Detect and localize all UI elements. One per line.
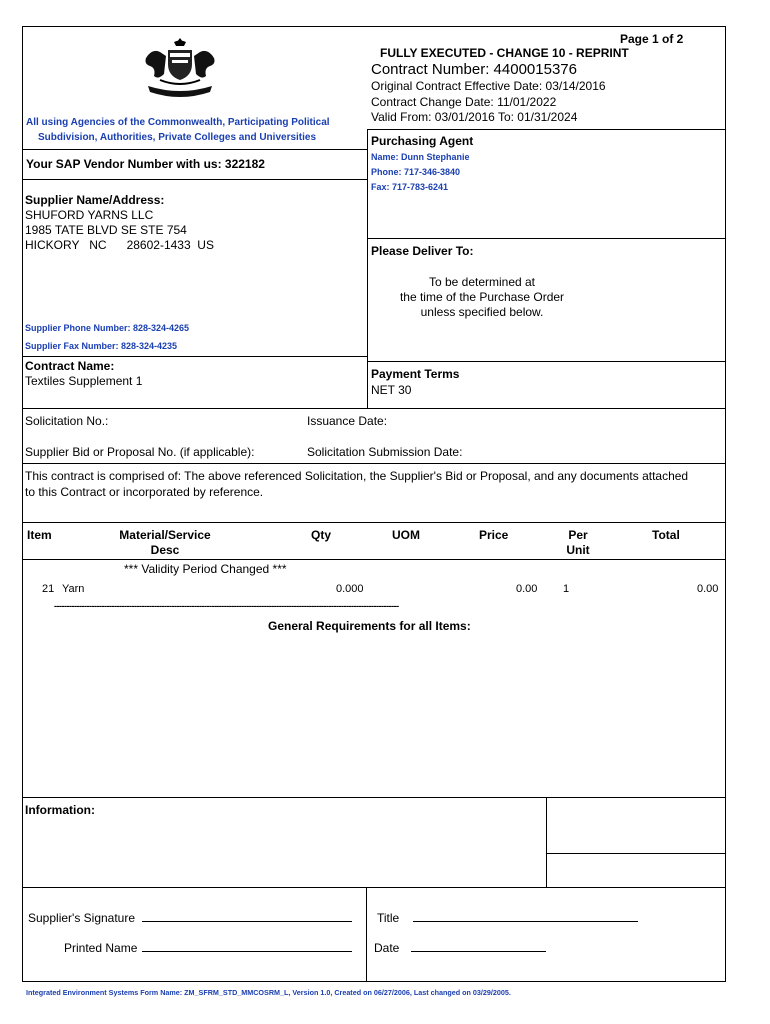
page-indicator: Page 1 of 2 [620,32,684,46]
row-item-number: 21 [42,583,55,595]
payment-terms-heading: Payment Terms [371,367,460,381]
col-material-1: Material/Service [119,528,211,542]
payment-top-rule [367,361,726,362]
frame-left [22,26,23,982]
comprised-top-rule [22,463,726,464]
frame-right [725,26,726,982]
supplier-address-1: 1985 TATE BLVD SE STE 754 [25,223,187,237]
contract-number: Contract Number: 4400015376 [371,61,577,78]
contract-name-value: Textiles Supplement 1 [25,374,143,388]
deliver-line-2: the time of the Purchase Order [399,290,565,304]
supplier-heading: Supplier Name/Address: [25,193,165,207]
deliver-heading: Please Deliver To: [371,244,474,258]
solicitation-number: Solicitation No.: [25,414,109,428]
original-effective-date: Original Contract Effective Date: 03/14/2016 [371,79,606,93]
supplier-fax: Supplier Fax Number: 828-324-4235 [25,341,178,351]
supplier-bid-number: Supplier Bid or Proposal No. (if applicable): [25,445,255,459]
agent-phone: Phone: 717-346-3840 [371,167,461,177]
supplier-signature-label: Supplier's Signature [28,911,136,925]
general-requirements: General Requirements for all Items: [268,619,471,633]
col-item: Item [27,528,52,542]
contract-name-top-rule [22,356,367,357]
col-price: Price [479,528,509,542]
comprised-line-1: This contract is comprised of: The above referenced Solicitation, the Supplier's Bid or Proposal, and any documents attached [25,469,689,483]
title-field[interactable] [413,911,638,922]
supplier-address-2: HICKORY NC 28602-1433 US [25,238,214,252]
items-divider: ------------------------------------------------------------------------------------------------------------------------------------------ [54,601,399,611]
issuance-date: Issuance Date: [307,414,388,428]
frame-bottom [22,981,726,982]
payment-terms-value: NET 30 [371,383,412,397]
deliver-line-1: To be determined at [428,275,536,289]
col-qty: Qty [311,528,332,542]
col-total: Total [652,528,680,542]
vendor-top-rule [22,149,367,150]
submission-date: Solicitation Submission Date: [307,445,463,459]
date-label: Date [374,941,400,955]
supplier-phone: Supplier Phone Number: 828-324-4265 [25,323,190,333]
printed-name-label: Printed Name [64,941,138,955]
col-uom: UOM [392,528,420,542]
information-side-rule [546,853,726,854]
deliver-line-3: unless specified below. [420,305,544,319]
agent-fax: Fax: 717-783-6241 [371,182,449,192]
solicitation-top-rule [22,408,726,409]
deliver-top-rule [367,238,726,239]
title-label: Title [377,911,400,925]
supplier-name: SHUFORD YARNS LLC [25,208,154,222]
information-top-rule [22,797,726,798]
row-total: 0.00 [697,583,719,595]
row-per: 1 [563,583,570,595]
sap-vendor-number: Your SAP Vendor Number with us: 322182 [26,157,265,171]
contract-change-date: Contract Change Date: 11/01/2022 [371,95,557,109]
vendor-bottom-rule [22,179,367,180]
information-heading: Information: [25,803,95,817]
validity-note: *** Validity Period Changed *** [124,562,287,576]
col-per-1: Per [568,528,588,542]
signature-divider [366,887,367,982]
col-per-2: Unit [566,543,590,557]
valid-dates: Valid From: 03/01/2016 To: 01/31/2024 [371,110,578,124]
upper-divider [367,130,368,408]
comprised-line-2: to this Contract or incorporated by reference. [25,485,264,499]
contract-name-heading: Contract Name: [25,359,115,373]
signature-top-rule [22,887,726,888]
form-footer: Integrated Environment Systems Form Name: ZM_SFRM_STD_MMCOSRM_L, Version 1.0, Created on 06/27/2006, Last changed on 03/29/2005. [26,988,511,997]
row-qty: 0.000 [336,583,364,595]
supplier-signature-field[interactable] [142,911,352,922]
row-price: 0.00 [516,583,538,595]
agent-name: Name: Dunn Stephanie [371,152,470,162]
table-top-rule [22,522,726,523]
information-side-divider [546,797,547,887]
frame-top [22,26,726,27]
agencies-line-2: Subdivision, Authorities, Private Colleges and Universities [38,132,317,143]
purchasing-agent-heading: Purchasing Agent [371,134,474,148]
col-material-2: Desc [150,543,180,557]
commonwealth-seal-icon [140,36,220,100]
row-description: Yarn [62,583,85,595]
contract-status: FULLY EXECUTED - CHANGE 10 - REPRINT [380,46,629,60]
agent-top-rule [367,129,726,130]
table-header-rule [22,559,726,560]
agencies-line-1: All using Agencies of the Commonwealth, Participating Political [26,117,330,128]
printed-name-field[interactable] [142,941,352,952]
date-field[interactable] [411,941,546,952]
